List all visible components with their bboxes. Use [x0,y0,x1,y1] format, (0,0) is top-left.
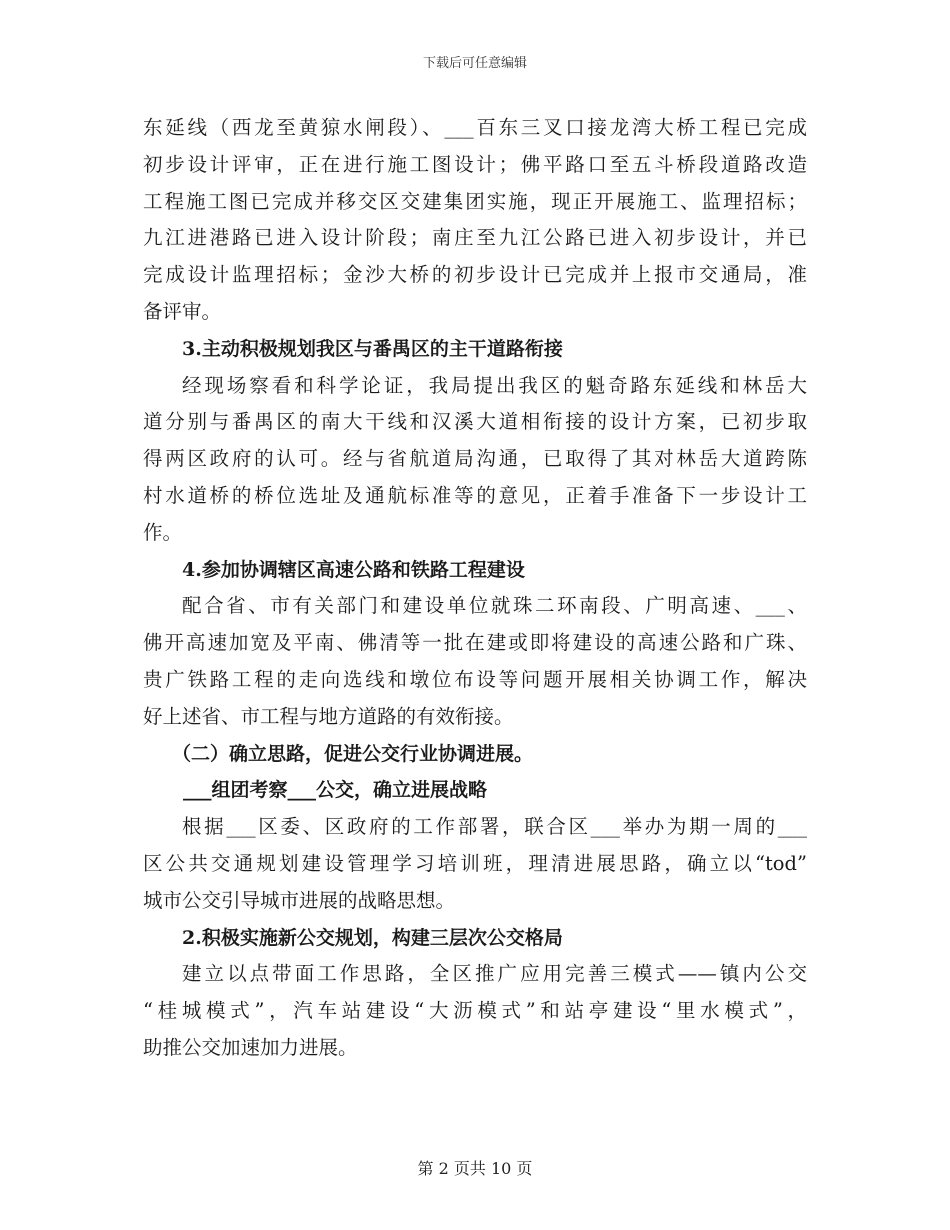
section-heading: （二）确立思路，促进公交行业协调进展。 [172,742,534,765]
body-line: 初步设计评审，正在进行施工图设计；佛平路口至五斗桥段道路改造 [143,152,807,176]
body-line: “桂城模式”，汽车站建设“大沥模式”和站亭建设“里水模式”， [143,999,807,1023]
body-line: 完成设计监理招标；金沙大桥的初步设计已完成并上报市交通局，准 [143,263,807,287]
body-line: 经现场察看和科学论证，我局提出我区的魁奇路东延线和林岳大 [182,373,807,397]
body-line: 工程施工图已完成并移交区交建集团实施，现正开展施工、监理招标； [143,189,807,213]
body-line: 建立以点带面工作思路，全区推广应用完善三模式——镇内公交 [182,962,807,986]
body-line: 区公共交通规划建设管理学习培训班，理清进展思路，确立以“tod” [143,851,807,875]
document-body [143,110,807,1067]
body-line: 作。 [143,520,183,544]
body-line: 助推公交加速加力进展。 [143,1035,358,1059]
section-heading: 4.参加协调辖区高速公路和铁路工程建设 [182,558,525,581]
section-heading: 3.主动积极规划我区与番禺区的主干道路衔接 [182,337,563,360]
body-line: 城市公交引导城市进展的战略思想。 [143,888,456,912]
body-line: 贵广铁路工程的走向选线和墩位布设等问题开展相关协调工作，解决 [143,667,807,691]
section-heading: ___组团考察___公交，确立进展战略 [183,779,488,802]
page-footer: 第 2 页共 10 页 [417,1159,533,1178]
body-line: 道分别与番禺区的南大干线和汉溪大道相衔接的设计方案，已初步取 [143,410,807,434]
body-line: 得两区政府的认可。经与省航道局沟通，已取得了其对林岳大道跨陈 [143,447,807,471]
body-line: 配合省、市有关部门和建设单位就珠二环南段、广明高速、___、 [182,594,807,618]
body-line: 佛开高速加宽及平南、佛清等一批在建或即将建设的高速公路和广珠、 [143,631,807,655]
body-line: 备评审。 [143,299,222,323]
page-header: 下载后可任意编辑 [422,56,527,71]
body-line: 东延线（西龙至黄猄水闸段）、___百东三叉口接龙湾大桥工程已完成 [143,116,807,139]
body-line: 根据___区委、区政府的工作部署，联合区___举办为期一周的___ [182,815,807,839]
section-heading: 2.积极实施新公交规划，构建三层次公交格局 [182,926,563,949]
body-line: 九江进港路已进入设计阶段；南庄至九江公路已进入初步设计，并已 [143,226,807,250]
body-line: 村水道桥的桥位选址及通航标准等的意见，正着手准备下一步设计工 [143,483,807,507]
body-line: 好上述省、市工程与地方道路的有效衔接。 [143,704,514,728]
